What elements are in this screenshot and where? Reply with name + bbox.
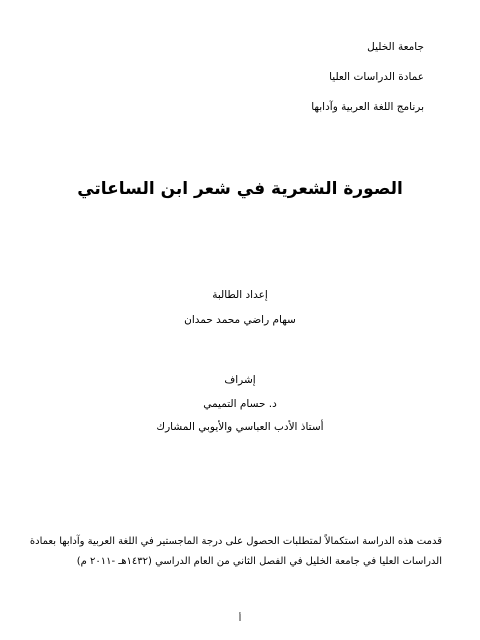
- statement-line-2: الدراسات العليا في جامعة الخليل في الفصل الثاني من العام الدراسي (١٤٣٢هـ -٢٠١١ م): [76, 556, 442, 567]
- thesis-title: الصورة الشعرية في شعر ابن الساعاتي: [77, 179, 403, 199]
- deanship-name: عمادة الدراسات العليا: [329, 71, 424, 83]
- program-name: برنامج اللغة العربية وآدابها: [311, 101, 424, 113]
- student-label: إعداد الطالبة: [212, 289, 268, 301]
- supervision-label: إشراف: [224, 374, 256, 386]
- university-name: جامعة الخليل: [367, 41, 424, 53]
- statement-line-1: قدمت هذه الدراسة استكمالاً لمتطلبات الحصول على درجة الماجستير في اللغة العربية وآدابها بعمادة: [29, 536, 442, 547]
- page-number: أ: [238, 614, 242, 624]
- student-name: سهام راضي محمد حمدان: [184, 314, 296, 326]
- supervisor-name: د. حسام التميمي: [203, 398, 277, 410]
- supervisor-title: أستاذ الأدب العباسي والأيوبي المشارك: [156, 421, 324, 433]
